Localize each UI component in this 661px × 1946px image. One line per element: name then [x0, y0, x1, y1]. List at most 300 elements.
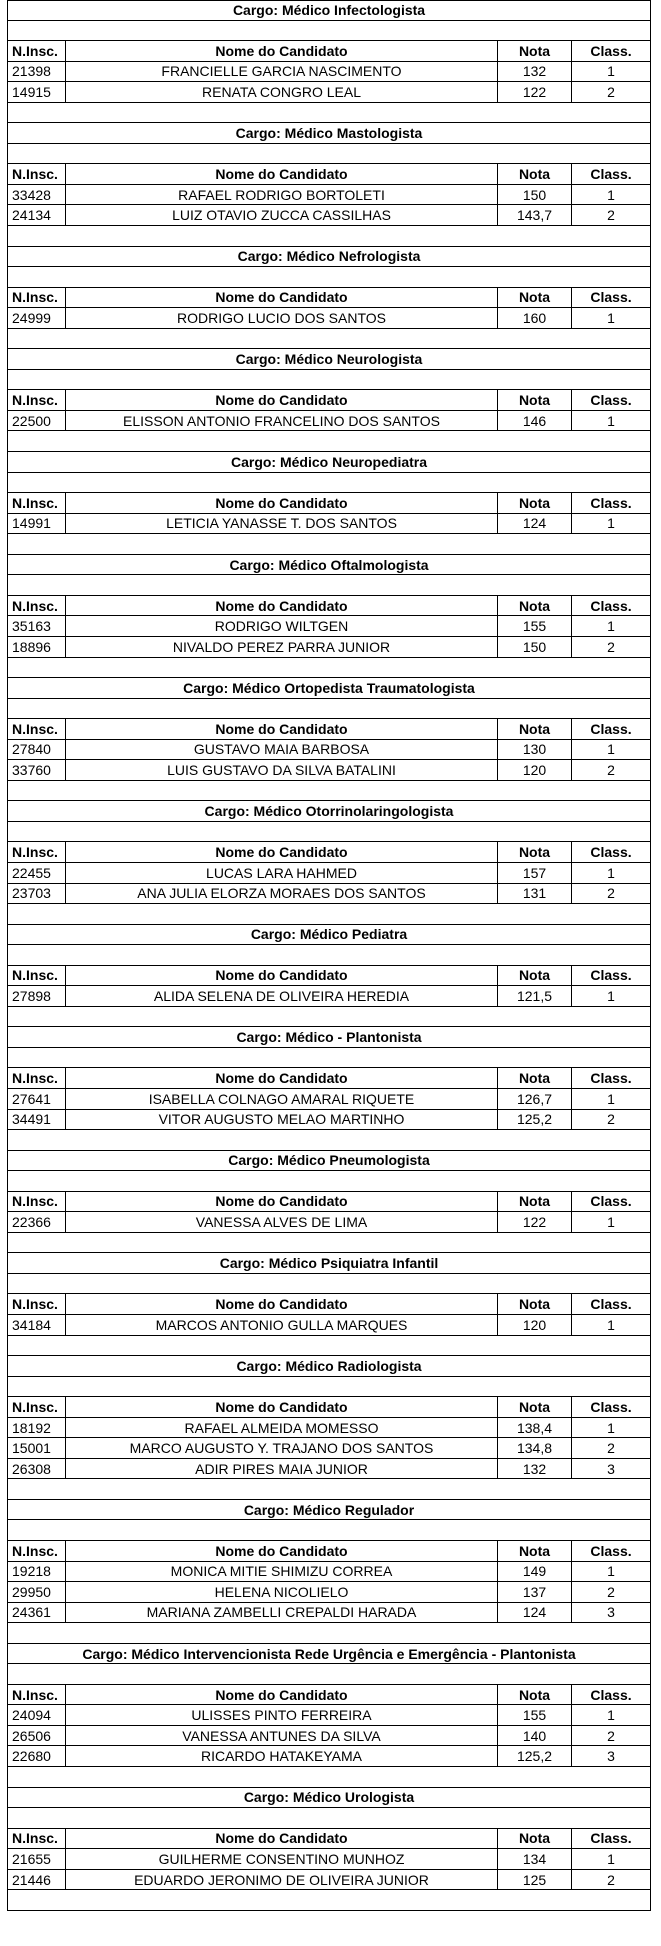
cargo-section: [7, 925, 651, 1028]
cell-nota: 160: [498, 308, 572, 328]
cell-insc: 14915: [8, 82, 66, 102]
header-class: Class.: [590, 289, 632, 306]
section-title: Cargo: Médico Infectologista: [232, 2, 426, 19]
table-row: [7, 986, 651, 1007]
header-class: Class.: [590, 1542, 632, 1559]
cell-nome: ALIDA SELENA DE OLIVEIRA HEREDIA: [66, 986, 498, 1006]
table-row: [7, 308, 651, 329]
cell-nota: 143,7: [498, 205, 572, 225]
cell-nome: ULISSES PINTO FERREIRA: [66, 1705, 498, 1725]
header-insc: N.Insc.: [8, 390, 66, 410]
spacer-cell: [8, 1767, 650, 1787]
section-title: Cargo: Médico Mastologista: [235, 125, 423, 142]
spacer-row: [7, 103, 651, 124]
table-header-row: [7, 966, 651, 987]
cell-nota: 146: [498, 411, 572, 431]
spacer-row: [7, 945, 651, 966]
spacer-row: [7, 329, 651, 350]
cell-nome: LUIZ OTAVIO ZUCCA CASSILHAS: [66, 205, 498, 225]
table-row: [7, 1562, 651, 1583]
cell-nota: 140: [498, 1726, 572, 1746]
header-nome: Nome do Candidato: [66, 1685, 498, 1705]
table-row: [7, 1582, 651, 1603]
spacer-row: [7, 1520, 651, 1541]
spacer-row: [7, 1171, 651, 1192]
header-class: Class.: [590, 42, 632, 59]
header-class: Class.: [590, 166, 632, 183]
spacer-cell: [8, 945, 650, 965]
cell-class: 3: [607, 1748, 615, 1765]
cell-nota: 122: [498, 1212, 572, 1232]
cell-insc: 27898: [8, 986, 66, 1006]
spacer-row: [7, 431, 651, 452]
cell-nota: 120: [498, 760, 572, 780]
header-class: Class.: [590, 720, 632, 737]
header-insc: N.Insc.: [8, 1068, 66, 1088]
spacer-cell: [8, 1377, 650, 1397]
table-header-row: [7, 390, 651, 411]
cell-insc: 34184: [8, 1315, 66, 1335]
cell-insc: 26506: [8, 1726, 66, 1746]
cell-nome: RENATA CONGRO LEAL: [66, 82, 498, 102]
section-title-row: [7, 1644, 651, 1665]
cell-insc: 21655: [8, 1849, 66, 1869]
header-nota: Nota: [498, 390, 572, 410]
header-insc: N.Insc.: [8, 1541, 66, 1561]
cargo-section: [7, 678, 651, 801]
cargo-section: [7, 1253, 651, 1356]
cell-nome: ISABELLA COLNAGO AMARAL RIQUETE: [66, 1089, 498, 1109]
cell-class: 1: [607, 1707, 615, 1724]
spacer-cell: [8, 1479, 650, 1499]
cargo-section: [7, 1356, 651, 1500]
table-row: [7, 1603, 651, 1624]
header-nome: Nome do Candidato: [66, 493, 498, 513]
table-row: [7, 740, 651, 761]
cell-class: 1: [607, 1563, 615, 1580]
spacer-row: [7, 1479, 651, 1500]
header-class: Class.: [590, 494, 632, 511]
spacer-row: [7, 144, 651, 165]
cell-nome: ADIR PIRES MAIA JUNIOR: [66, 1459, 498, 1479]
cell-class: 1: [607, 515, 615, 532]
table-row: [7, 82, 651, 103]
cell-insc: 18896: [8, 637, 66, 657]
cell-class: 1: [607, 1090, 615, 1107]
table-header-row: [7, 1541, 651, 1562]
table-header-row: [7, 1192, 651, 1213]
table-row: [7, 411, 651, 432]
header-insc: N.Insc.: [8, 164, 66, 184]
table-header-row: [7, 164, 651, 185]
section-title-row: [7, 247, 651, 268]
spacer-row: [7, 267, 651, 288]
cell-nome: ELISSON ANTONIO FRANCELINO DOS SANTOS: [66, 411, 498, 431]
header-class: Class.: [590, 844, 632, 861]
table-row: [7, 1746, 651, 1767]
header-insc: N.Insc.: [8, 41, 66, 61]
spacer-row: [7, 658, 651, 679]
spacer-row: [7, 370, 651, 391]
section-title-row: [7, 1151, 651, 1172]
table-row: [7, 185, 651, 206]
table-header-row: [7, 1829, 651, 1850]
spacer-row: [7, 226, 651, 247]
spacer-row: [7, 699, 651, 720]
section-title: Cargo: Médico Radiologista: [236, 1357, 422, 1374]
header-class: Class.: [590, 392, 632, 409]
cell-nota: 121,5: [498, 986, 572, 1006]
header-nota: Nota: [498, 1192, 572, 1212]
spacer-cell: [8, 473, 650, 493]
cargo-section: [7, 1027, 651, 1150]
cell-class: 3: [607, 1604, 615, 1621]
spacer-cell: [8, 267, 650, 287]
table-row: [7, 760, 651, 781]
table-header-row: [7, 1294, 651, 1315]
spacer-cell: [8, 370, 650, 390]
spacer-row: [7, 575, 651, 596]
cargo-section: [7, 123, 651, 246]
cell-insc: 24134: [8, 205, 66, 225]
header-insc: N.Insc.: [8, 1192, 66, 1212]
cell-insc: 29950: [8, 1582, 66, 1602]
cell-insc: 34491: [8, 1110, 66, 1130]
cell-class: 2: [607, 207, 615, 224]
cell-nota: 134,8: [498, 1438, 572, 1458]
cell-nota: 131: [498, 884, 572, 904]
header-class: Class.: [590, 1398, 632, 1415]
spacer-cell: [8, 1048, 650, 1068]
cell-insc: 15001: [8, 1438, 66, 1458]
header-nome: Nome do Candidato: [66, 1192, 498, 1212]
table-header-row: [7, 1685, 651, 1706]
table-row: [7, 205, 651, 226]
cell-class: 2: [607, 1111, 615, 1128]
cargo-section: [7, 1500, 651, 1644]
spacer-cell: [8, 144, 650, 164]
header-nota: Nota: [498, 966, 572, 986]
spacer-cell: [8, 658, 650, 678]
section-title-row: [7, 349, 651, 370]
cell-nome: VITOR AUGUSTO MELAO MARTINHO: [66, 1110, 498, 1130]
cell-class: 1: [607, 864, 615, 881]
cell-insc: 22680: [8, 1746, 66, 1766]
cell-nota: 125: [498, 1870, 572, 1890]
header-nome: Nome do Candidato: [66, 842, 498, 862]
cell-insc: 19218: [8, 1562, 66, 1582]
cell-class: 1: [607, 988, 615, 1005]
spacer-cell: [8, 1808, 650, 1828]
cell-nome: RAFAEL RODRIGO BORTOLETI: [66, 185, 498, 205]
spacer-cell: [8, 1171, 650, 1191]
table-row: [7, 1459, 651, 1480]
cell-class: 1: [607, 741, 615, 758]
cell-class: 1: [607, 186, 615, 203]
table-row: [7, 884, 651, 905]
section-title-row: [7, 925, 651, 946]
cell-nome: ANA JULIA ELORZA MORAES DOS SANTOS: [66, 884, 498, 904]
cell-nome: LUIS GUSTAVO DA SILVA BATALINI: [66, 760, 498, 780]
section-title-row: [7, 1356, 651, 1377]
section-title-row: [7, 801, 651, 822]
cell-nome: NIVALDO PEREZ PARRA JUNIOR: [66, 637, 498, 657]
header-nota: Nota: [498, 596, 572, 616]
section-title: Cargo: Médico Intervencionista Rede Urgência e Emergência - Plantonista: [82, 1645, 576, 1662]
cell-class: 1: [607, 309, 615, 326]
cargo-section: [7, 349, 651, 452]
cell-nota: 157: [498, 863, 572, 883]
header-nome: Nome do Candidato: [66, 1541, 498, 1561]
cell-insc: 27641: [8, 1089, 66, 1109]
cargo-section: [7, 1788, 651, 1911]
cell-class: 1: [607, 63, 615, 80]
cell-class: 2: [607, 762, 615, 778]
cell-nome: MARCO AUGUSTO Y. TRAJANO DOS SANTOS: [66, 1438, 498, 1458]
cargo-section: [7, 555, 651, 678]
section-title: Cargo: Médico Nefrologista: [237, 248, 421, 265]
cell-class: 2: [607, 1727, 615, 1744]
header-insc: N.Insc.: [8, 719, 66, 739]
cell-insc: 22366: [8, 1212, 66, 1232]
table-row: [7, 863, 651, 884]
cell-insc: 24361: [8, 1603, 66, 1623]
spacer-cell: [8, 1130, 650, 1150]
spacer-cell: [8, 904, 650, 924]
section-title: Cargo: Médico Oftalmologista: [229, 556, 429, 573]
table-header-row: [7, 493, 651, 514]
header-insc: N.Insc.: [8, 596, 66, 616]
spacer-cell: [8, 329, 650, 349]
table-row: [7, 616, 651, 637]
spacer-row: [7, 1767, 651, 1788]
cell-nome: GUILHERME CONSENTINO MUNHOZ: [66, 1849, 498, 1869]
cargo-section: [7, 0, 651, 123]
cell-insc: 14991: [8, 514, 66, 534]
cell-nome: VANESSA ALVES DE LIMA: [66, 1212, 498, 1232]
header-insc: N.Insc.: [8, 1397, 66, 1417]
cell-class: 2: [607, 638, 615, 655]
spacer-row: [7, 1233, 651, 1254]
cell-nome: FRANCIELLE GARCIA NASCIMENTO: [66, 62, 498, 82]
cell-nota: 150: [498, 637, 572, 657]
spacer-row: [7, 1664, 651, 1685]
cargo-section: [7, 1151, 651, 1254]
spacer-cell: [8, 1274, 650, 1294]
cell-nome: EDUARDO JERONIMO DE OLIVEIRA JUNIOR: [66, 1870, 498, 1890]
table-header-row: [7, 596, 651, 617]
header-nome: Nome do Candidato: [66, 719, 498, 739]
cell-nota: 122: [498, 82, 572, 102]
section-title-row: [7, 678, 651, 699]
spacer-row: [7, 1623, 651, 1644]
table-row: [7, 514, 651, 535]
cell-nome: RICARDO HATAKEYAMA: [66, 1746, 498, 1766]
spacer-cell: [8, 1664, 650, 1684]
header-nome: Nome do Candidato: [66, 390, 498, 410]
header-nome: Nome do Candidato: [66, 288, 498, 308]
cell-class: 1: [607, 618, 615, 635]
header-class: Class.: [590, 597, 632, 614]
table-header-row: [7, 842, 651, 863]
cell-insc: 27840: [8, 740, 66, 760]
header-nome: Nome do Candidato: [66, 1397, 498, 1417]
section-title: Cargo: Médico Otorrinolaringologista: [204, 803, 454, 820]
cell-nota: 155: [498, 616, 572, 636]
table-header-row: [7, 1397, 651, 1418]
table-row: [7, 1315, 651, 1336]
cell-nota: 149: [498, 1562, 572, 1582]
header-nota: Nota: [498, 719, 572, 739]
section-title-row: [7, 1500, 651, 1521]
cell-insc: 18192: [8, 1418, 66, 1438]
cell-nome: MONICA MITIE SHIMIZU CORREA: [66, 1562, 498, 1582]
spacer-row: [7, 1890, 651, 1911]
cell-nota: 132: [498, 1459, 572, 1479]
table-row: [7, 1726, 651, 1747]
table-row: [7, 1212, 651, 1233]
cell-insc: 21446: [8, 1870, 66, 1890]
section-title: Cargo: Médico Pediatra: [250, 926, 408, 943]
table-row: [7, 1110, 651, 1131]
spacer-cell: [8, 575, 650, 595]
section-title: Cargo: Médico Regulador: [243, 1501, 415, 1518]
cell-insc: 22455: [8, 863, 66, 883]
cell-nome: GUSTAVO MAIA BARBOSA: [66, 740, 498, 760]
spacer-row: [7, 1274, 651, 1295]
cell-nome: RODRIGO WILTGEN: [66, 616, 498, 636]
cell-class: 1: [607, 1316, 615, 1333]
cell-insc: 22500: [8, 411, 66, 431]
section-title: Cargo: Médico - Plantonista: [236, 1029, 422, 1046]
spacer-row: [7, 1808, 651, 1829]
spacer-cell: [8, 1890, 650, 1910]
cell-insc: 24094: [8, 1705, 66, 1725]
header-nota: Nota: [498, 1294, 572, 1314]
header-nota: Nota: [498, 842, 572, 862]
cell-class: 1: [607, 1419, 615, 1436]
cell-nota: 124: [498, 1603, 572, 1623]
table-row: [7, 62, 651, 83]
spacer-row: [7, 904, 651, 925]
header-nota: Nota: [498, 164, 572, 184]
table-header-row: [7, 41, 651, 62]
cell-class: 1: [607, 412, 615, 429]
spacer-row: [7, 822, 651, 843]
spacer-row: [7, 1377, 651, 1398]
cell-class: 2: [607, 83, 615, 100]
header-nota: Nota: [498, 1541, 572, 1561]
cell-class: 3: [607, 1460, 615, 1477]
section-title-row: [7, 1253, 651, 1274]
header-class: Class.: [590, 1296, 632, 1313]
cell-nome: RAFAEL ALMEIDA MOMESSO: [66, 1418, 498, 1438]
spacer-cell: [8, 699, 650, 719]
table-row: [7, 1089, 651, 1110]
header-class: Class.: [590, 1686, 632, 1703]
header-nota: Nota: [498, 493, 572, 513]
table-row: [7, 1438, 651, 1459]
header-nota: Nota: [498, 1685, 572, 1705]
header-insc: N.Insc.: [8, 493, 66, 513]
results-sheet: [7, 0, 651, 1911]
spacer-row: [7, 21, 651, 42]
spacer-cell: [8, 431, 650, 451]
table-header-row: [7, 1068, 651, 1089]
cell-class: 2: [607, 1440, 615, 1457]
cell-nota: 120: [498, 1315, 572, 1335]
spacer-cell: [8, 103, 650, 123]
header-insc: N.Insc.: [8, 1829, 66, 1849]
cell-nome: MARCOS ANTONIO GULLA MARQUES: [66, 1315, 498, 1335]
spacer-cell: [8, 21, 650, 41]
cell-class: 1: [607, 1214, 615, 1231]
header-insc: N.Insc.: [8, 1685, 66, 1705]
cell-nota: 155: [498, 1705, 572, 1725]
section-title: Cargo: Médico Neuropediatra: [230, 453, 428, 470]
cell-class: 2: [607, 1583, 615, 1600]
spacer-row: [7, 1048, 651, 1069]
section-title-row: [7, 123, 651, 144]
spacer-row: [7, 534, 651, 555]
table-header-row: [7, 288, 651, 309]
cell-nome: MARIANA ZAMBELLI CREPALDI HARADA: [66, 1603, 498, 1623]
spacer-row: [7, 781, 651, 802]
section-title-row: [7, 555, 651, 576]
cell-class: 2: [607, 1871, 615, 1888]
cell-nome: HELENA NICOLIELO: [66, 1582, 498, 1602]
header-nome: Nome do Candidato: [66, 41, 498, 61]
table-row: [7, 1418, 651, 1439]
cell-nome: LUCAS LARA HAHMED: [66, 863, 498, 883]
cell-nota: 126,7: [498, 1089, 572, 1109]
spacer-cell: [8, 1233, 650, 1253]
table-row: [7, 1870, 651, 1891]
header-nome: Nome do Candidato: [66, 1294, 498, 1314]
section-title: Cargo: Médico Pneumologista: [228, 1152, 430, 1169]
spacer-cell: [8, 822, 650, 842]
spacer-row: [7, 1336, 651, 1357]
spacer-cell: [8, 1520, 650, 1540]
cell-insc: 35163: [8, 616, 66, 636]
section-title-row: [7, 1788, 651, 1809]
header-nome: Nome do Candidato: [66, 596, 498, 616]
header-nota: Nota: [498, 41, 572, 61]
table-header-row: [7, 719, 651, 740]
cell-nome: VANESSA ANTUNES DA SILVA: [66, 1726, 498, 1746]
header-nota: Nota: [498, 1829, 572, 1849]
header-nota: Nota: [498, 288, 572, 308]
header-insc: N.Insc.: [8, 1294, 66, 1314]
spacer-row: [7, 1007, 651, 1028]
spacer-row: [7, 1130, 651, 1151]
header-nome: Nome do Candidato: [66, 1829, 498, 1849]
header-nome: Nome do Candidato: [66, 1068, 498, 1088]
cell-nota: 125,2: [498, 1746, 572, 1766]
header-class: Class.: [590, 1830, 632, 1847]
header-nome: Nome do Candidato: [66, 164, 498, 184]
cargo-section: [7, 1644, 651, 1788]
spacer-cell: [8, 1623, 650, 1643]
cell-nota: 134: [498, 1849, 572, 1869]
header-insc: N.Insc.: [8, 288, 66, 308]
cell-nota: 125,2: [498, 1110, 572, 1130]
cell-nota: 132: [498, 62, 572, 82]
spacer-cell: [8, 1336, 650, 1356]
section-title: Cargo: Médico Neurologista: [235, 351, 423, 368]
header-insc: N.Insc.: [8, 966, 66, 986]
cell-nota: 124: [498, 514, 572, 534]
